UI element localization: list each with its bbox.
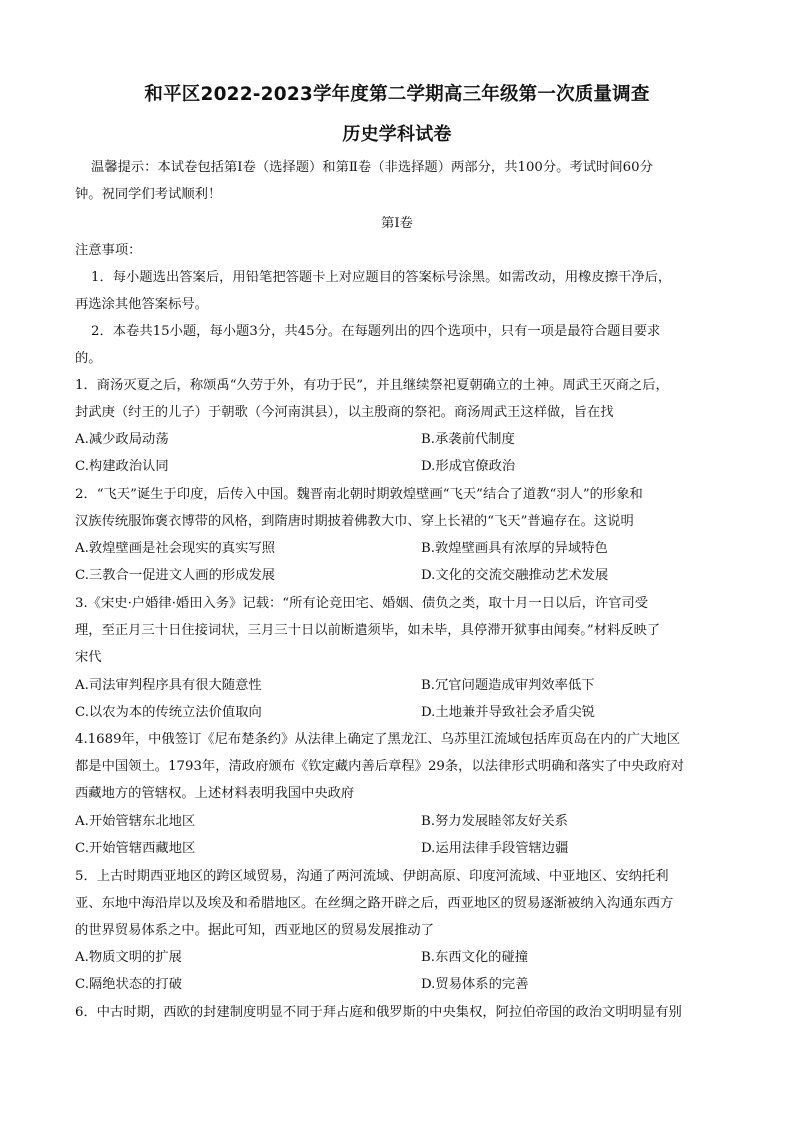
note-1-line-1: 1．每小题选出答案后，用铅笔把答题卡上对应题目的答案标号涂黑。如需改动，用橡皮擦干净后， (91, 270, 672, 285)
question-2-option-a: A.敦煌壁画是社会现实的真实写照 (75, 541, 275, 556)
question-5-option-b: B.东西文化的碰撞 (421, 950, 529, 965)
notice-line-2: 钟。祝同学们考试顺利！ (75, 187, 222, 202)
question-4-line-2: 都是中国领土。1793年，清政府颁布《钦定藏内善后章程》29条，以法律形式明确和落实了中央政府对 (75, 759, 685, 774)
question-3-option-c: C.以农为本的传统立法价值取向 (75, 705, 262, 720)
question-1-line-1: 1．商汤灭夏之后，称颂禹“久劳于外，有功于民”，并且继续祭祀夏朝确立的土神。周武王灭商之后， (75, 378, 669, 393)
question-1-option-b: B.承袭前代制度 (421, 432, 515, 447)
exam-subtitle: 历史学科试卷 (342, 124, 452, 145)
question-3-option-a: A.司法审判程序具有很大随意性 (75, 678, 262, 693)
notice-line-1: 温馨提示：本试卷包括第Ⅰ卷（选择题）和第Ⅱ卷（非选择题）两部分，共100分。考试时间60分 (91, 160, 653, 175)
section-title: 第Ⅰ卷 (381, 216, 413, 231)
question-1-option-d: D.形成官僚政治 (421, 459, 516, 474)
question-4-option-c: C.开始管辖西藏地区 (75, 841, 196, 856)
question-3-line-3: 宋代 (75, 650, 102, 665)
question-5-option-d: D.贸易体系的完善 (421, 977, 529, 992)
note-2-line-2: 的。 (75, 351, 102, 366)
exam-title: 和平区2022-2023学年度第二学期高三年级第一次质量调查 (144, 84, 650, 105)
question-2-line-2: 汉族传统服饰褒衣博带的风格，到隋唐时期披着佛教大巾、穿上长裙的“飞天”普遍存在。这说明 (75, 514, 634, 529)
question-1-option-a: A.减少政局动荡 (75, 432, 169, 447)
question-3-line-1: 3.《宋史·户婚律·婚田入务》记载：“所有论竞田宅、婚姻、债负之类，取十月一日以后，许官司受 (75, 596, 649, 611)
question-6-line-1: 6．中古时期，西欧的封建制度明显不同于拜占庭和俄罗斯的中央集权，阿拉伯帝国的政治文明明显有别 (75, 1005, 682, 1020)
question-4-line-1: 4.1689年，中俄签订《尼布楚条约》从法律上确定了黑龙江、乌苏里江流域包括库页岛在内的广大地区 (75, 732, 680, 747)
question-3-option-d: D.土地兼并导致社会矛盾尖锐 (421, 705, 595, 720)
question-5-line-3: 的世界贸易体系之中。据此可知，西亚地区的贸易发展推动了 (75, 923, 435, 938)
question-4-option-a: A.开始管辖东北地区 (75, 814, 196, 829)
question-3-line-2: 理，至正月三十日住接词状，三月三十日以前断遣须毕，如未毕，具停滞开狱事由闻奏。”材料反映了 (75, 623, 661, 638)
question-5-line-2: 亚、东地中海沿岸以及埃及和希腊地区。在丝绸之路开辟之后，西亚地区的贸易逐渐被纳入沟通东西方 (75, 896, 674, 911)
question-3-option-b: B.冗官问题造成审判效率低下 (421, 678, 595, 693)
question-4-option-d: D.运用法律手段管辖边疆 (421, 841, 569, 856)
question-2-line-1: 2．“飞天”诞生于印度，后传入中国。魏晋南北朝时期敦煌壁画“飞天”结合了道教“羽人”的形象和 (75, 487, 643, 502)
question-2-option-b: B.敦煌壁画具有浓厚的异域特色 (421, 541, 608, 556)
question-2-option-c: C.三教合一促进文人画的形成发展 (75, 568, 276, 583)
question-4-line-3: 西藏地方的管辖权。上述材料表明我国中央政府 (75, 786, 355, 801)
question-5-line-1: 5．上古时期西亚地区的跨区域贸易，沟通了两河流域、伊朗高原、印度河流域、中亚地区、安纳托利 (75, 869, 669, 884)
question-1-option-c: C.构建政治认同 (75, 459, 169, 474)
question-1-line-2: 封武庚（纣王的儿子）于朝歌（今河南淇县），以主殷商的祭祀。商汤周武王这样做，旨在找 (75, 405, 614, 420)
question-5-option-a: A.物质文明的扩展 (75, 950, 182, 965)
note-2-line-1: 2．本卷共15小题，每小题3分，共45分。在每题列出的四个选项中，只有一项是最符合题目要求 (91, 324, 661, 339)
question-5-option-c: C.隔绝状态的打破 (75, 977, 183, 992)
note-1-line-2: 再选涂其他答案标号。 (75, 297, 208, 312)
question-2-option-d: D.文化的交流交融推动艺术发展 (421, 568, 609, 583)
question-4-option-b: B.努力发展睦邻友好关系 (421, 814, 568, 829)
notes-heading: 注意事项： (75, 243, 142, 258)
